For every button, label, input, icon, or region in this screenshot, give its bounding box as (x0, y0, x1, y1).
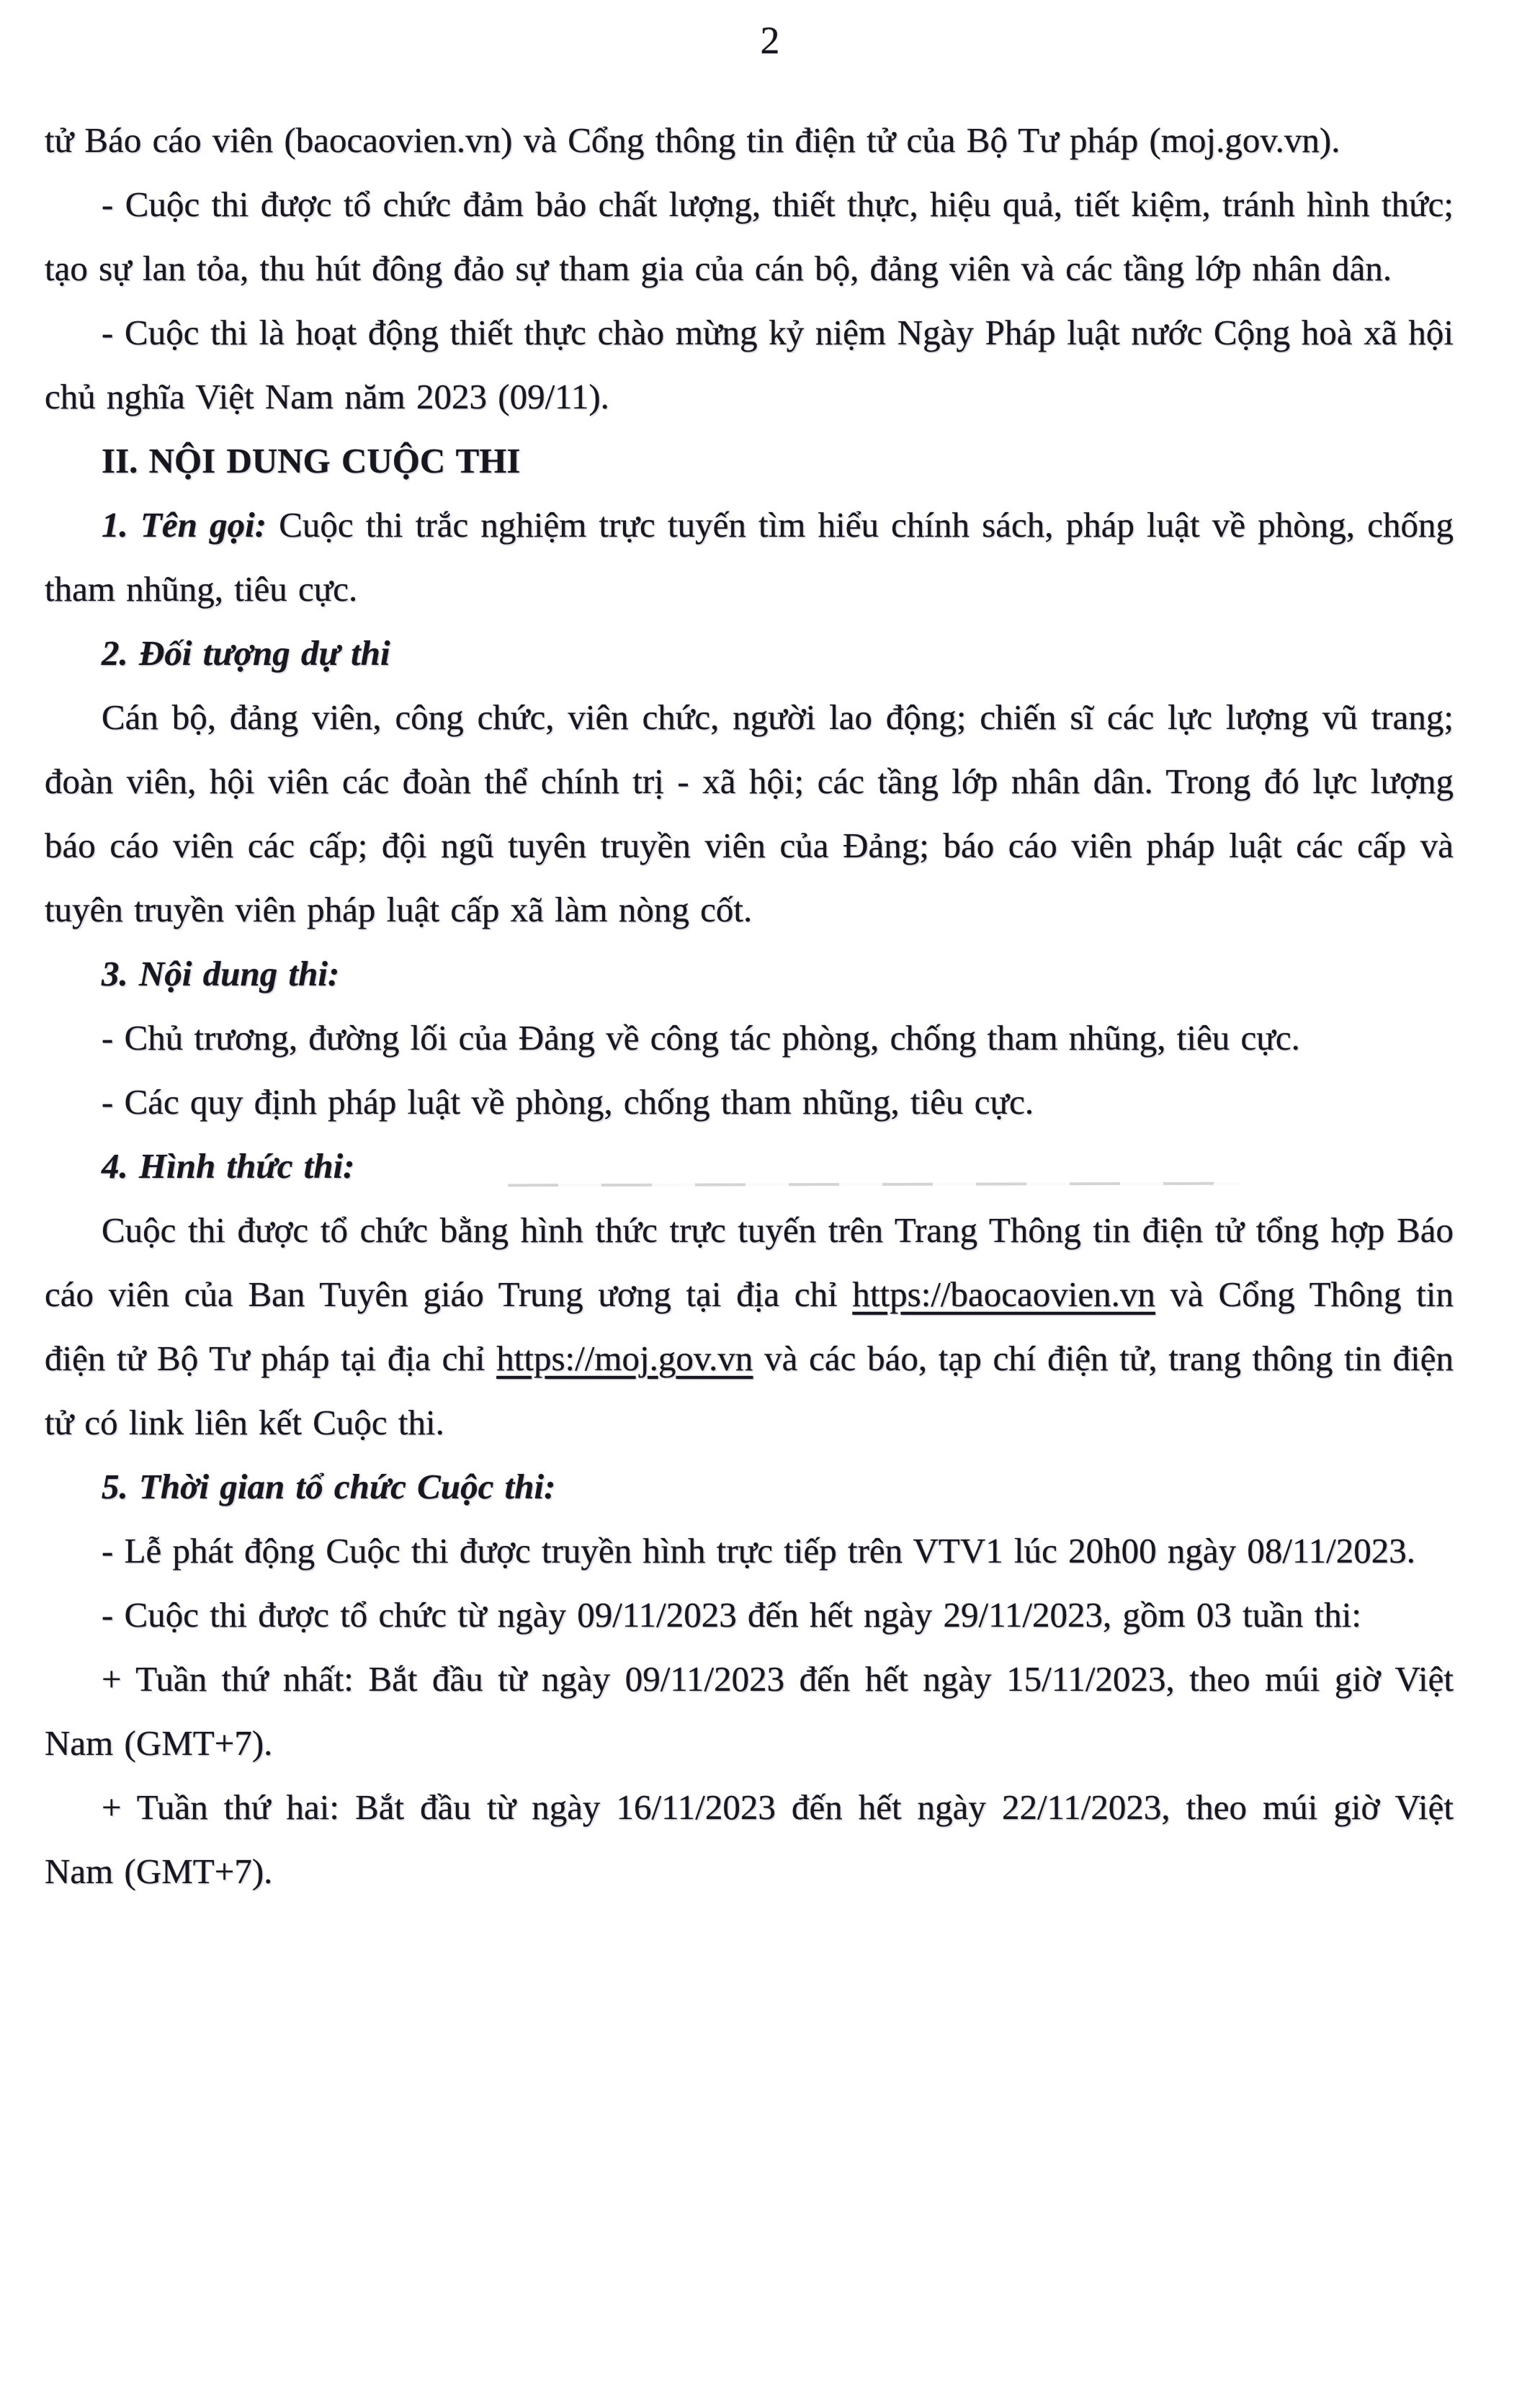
section-heading-contest-content: II. NỘI DUNG CUỘC THI (102, 441, 521, 481)
subheading-thoi-gian: 5. Thời gian tổ chức Cuộc thi: (102, 1467, 556, 1506)
list-item-week-2: + Tuần thứ hai: Bắt đầu từ ngày 16/11/2023 đến hết ngày 22/11/2023, theo múi giờ Việt Nam (GMT+7). (45, 1787, 1454, 1891)
list-item-thoi-gian-range: - Cuộc thi được tổ chức từ ngày 09/11/2023 đến hết ngày 29/11/2023, gồm 03 tuần thi: (102, 1595, 1362, 1635)
paragraph-continuation: tử Báo cáo viên (baocaovien.vn) và Cổng thông tin điện tử của Bộ Tư pháp (moj.gov.vn). (45, 120, 1340, 160)
paragraph-contest-occasion: - Cuộc thi là hoạt động thiết thực chào mừng kỷ niệm Ngày Pháp luật nước Cộng hoà xã hội chủ nghĩa Việt Nam năm 2023 (09/11). (45, 313, 1454, 416)
subheading-ten-goi: 1. Tên gọi: (102, 505, 267, 545)
text-hinh-thuc-2: và Cổng Thông tin điện tử Bộ Tư pháp tại địa chỉ (45, 1274, 1454, 1378)
text-ten-goi: Cuộc thi trắc nghiệm trực tuyến tìm hiểu chính sách, pháp luật về phòng, chống tham nhũng, tiêu cực. (45, 505, 1454, 609)
list-item-week-1: + Tuần thứ nhất: Bắt đầu từ ngày 09/11/2023 đến hết ngày 15/11/2023, theo múi giờ Việt Nam (GMT+7). (45, 1659, 1454, 1763)
document-content (45, 108, 1454, 1903)
list-item-noi-dung-1: - Chủ trương, đường lối của Đảng về công tác phòng, chống tham nhũng, tiêu cực. (102, 1018, 1300, 1058)
list-item-thoi-gian-launch: - Lễ phát động Cuộc thi được truyền hình trực tiếp trên VTV1 lúc 20h00 ngày 08/11/2023. (102, 1531, 1416, 1570)
list-item-noi-dung-2: - Các quy định pháp luật về phòng, chống tham nhũng, tiêu cực. (102, 1082, 1034, 1122)
text-hinh-thuc-3: và các báo, tạp chí điện tử, trang thông tin điện tử có link liên kết Cuộc thi. (45, 1339, 1454, 1442)
subheading-doi-tuong-du-thi: 2. Đối tượng dự thi (102, 633, 390, 673)
subheading-noi-dung-thi: 3. Nội dung thi: (102, 954, 340, 993)
paragraph-hinh-thuc (45, 1198, 1454, 1455)
page-number: 2 (760, 19, 780, 62)
paragraph-doi-tuong: Cán bộ, đảng viên, công chức, viên chức, người lao động; chiến sĩ các lực lượng vũ trang; đoàn viên, hội viên các đoàn thể chính trị - xã hội; các tầng lớp nhân dân. Trong đó lực lượng báo cáo viên các cấp; đội ngũ tuyên truyền viên của Đảng; báo cáo viên pháp luật các cấp và tuyên truyền viên pháp luật cấp xã làm nòng cốt. (45, 697, 1454, 929)
paragraph-contest-quality: - Cuộc thi được tổ chức đảm bảo chất lượng, thiết thực, hiệu quả, tiết kiệm, tránh hình thức; tạo sự lan tỏa, thu hút đông đảo sự tham gia của cán bộ, đảng viên và các tầng lớp nhân dân. (45, 184, 1454, 288)
subheading-hinh-thuc-thi: 4. Hình thức thi: (102, 1146, 355, 1186)
link-moj-gov[interactable]: https://moj.gov.vn (496, 1339, 753, 1378)
paragraph-contest-name (45, 493, 1454, 621)
link-baocaovien[interactable]: https://baocaovien.vn (852, 1274, 1155, 1314)
text-hinh-thuc-1: Cuộc thi được tổ chức bằng hình thức trực tuyến trên Trang Thông tin điện tử tổng hợp Báo cáo viên của Ban Tuyên giáo Trung ương tại địa chỉ (45, 1210, 1454, 1314)
